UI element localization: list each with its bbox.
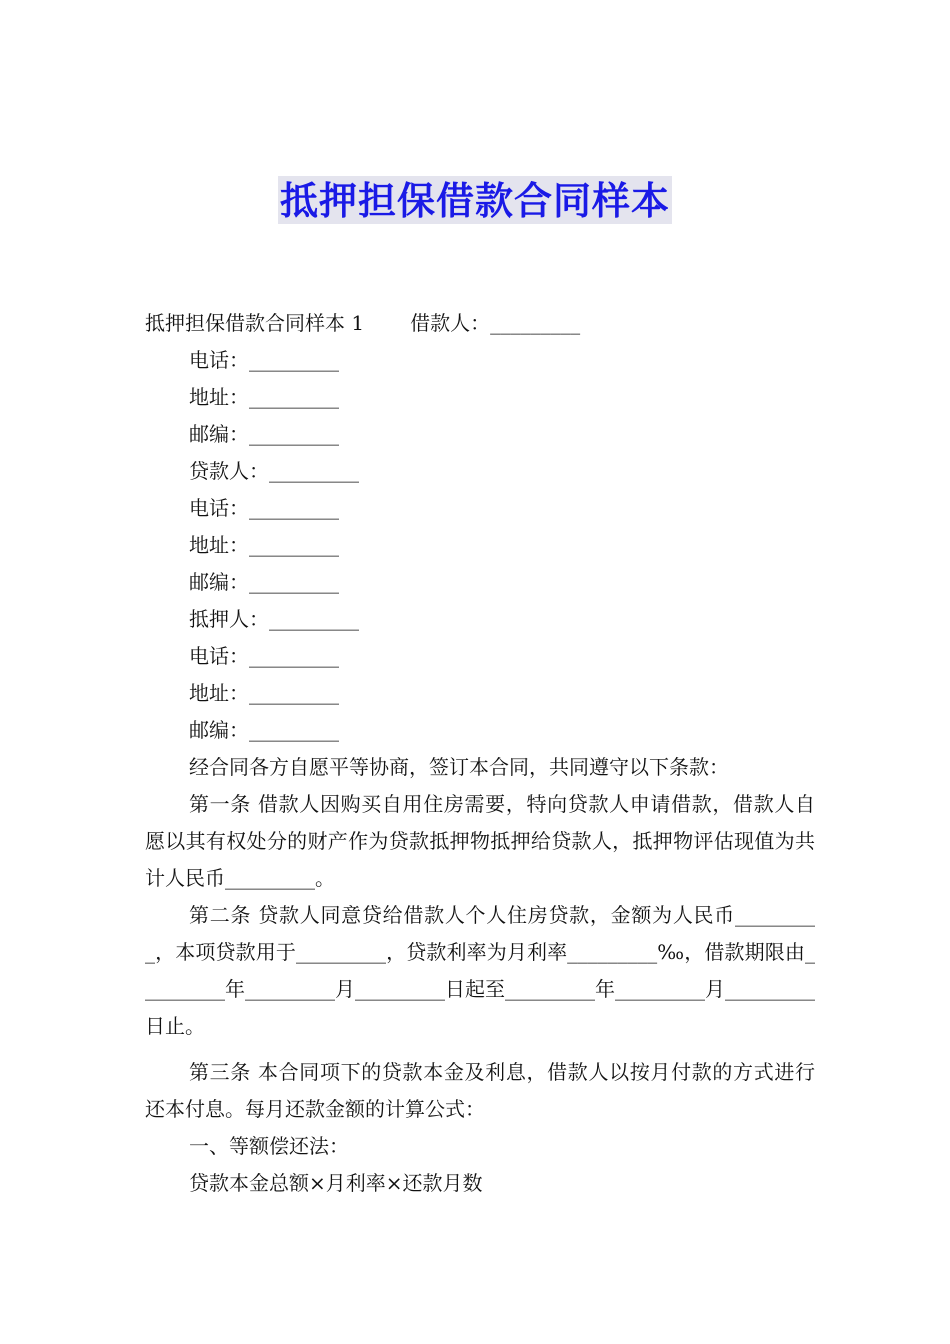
paragraph-gap xyxy=(145,1045,815,1054)
article-2: 第二条 贷款人同意贷给借款人个人住房贷款，金额为人民币_________，本项贷款用于_________，贷款利率为月利率_________‰，借款期限由_________年_________月_________日起至_________年_________月_________日止。 xyxy=(145,903,815,1038)
document-title: 抵押担保借款合同样本 xyxy=(278,176,672,224)
lender-phone: 电话：_________ xyxy=(189,496,339,520)
borrower-postcode: 邮编：_________ xyxy=(189,422,339,446)
lender-field: 贷款人：_________ xyxy=(189,459,359,483)
mortgagor-field: 抵押人：_________ xyxy=(189,607,359,631)
mortgagor-phone: 电话：_________ xyxy=(189,644,339,668)
title-container xyxy=(0,176,950,224)
document-body xyxy=(145,305,815,1202)
mortgagor-address: 地址：_________ xyxy=(189,681,339,705)
lender-address: 地址：_________ xyxy=(189,533,339,557)
header-left-text: 抵押担保借款合同样本 1 xyxy=(145,311,365,335)
borrower-field: 借款人：_________ xyxy=(410,311,581,335)
mortgagor-postcode: 邮编：_________ xyxy=(189,718,339,742)
borrower-address: 地址：_________ xyxy=(189,385,339,409)
article-1: 第一条 借款人因购买自用住房需要，特向贷款人申请借款，借款人自愿以其有权处分的财产作为贷款抵押物抵押给贷款人，抵押物评估现值为共计人民币_________。 xyxy=(145,792,815,890)
agreement-intro: 经合同各方自愿平等协商，签订本合同，共同遵守以下条款： xyxy=(189,755,729,779)
repayment-formula: 贷款本金总额×月利率×还款月数 xyxy=(189,1171,483,1195)
repayment-method: 一、等额偿还法： xyxy=(189,1134,349,1158)
article-3: 第三条 本合同项下的贷款本金及利息，借款人以按月付款的方式进行还本付息。每月还款金额的计算公式： xyxy=(145,1060,815,1121)
header-line xyxy=(145,305,815,342)
lender-postcode: 邮编：_________ xyxy=(189,570,339,594)
borrower-phone: 电话：_________ xyxy=(189,348,339,372)
